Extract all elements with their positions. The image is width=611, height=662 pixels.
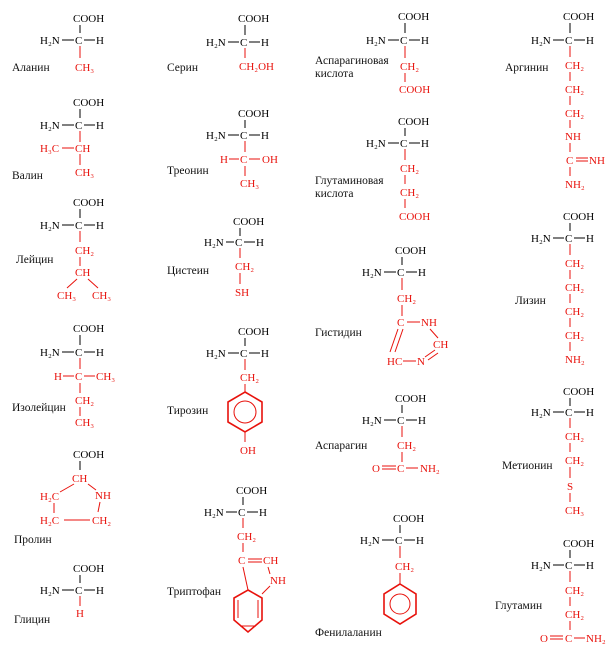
svg-text:H: H [96,120,104,132]
svg-text:CH₂: CH₂ [565,431,585,443]
svg-text:H₂N: H₂N [206,37,226,49]
svg-text:CH₃: CH₃ [75,167,95,179]
svg-text:H₂N: H₂N [204,237,224,249]
name-valine: Валин [12,170,43,182]
svg-text:H: H [586,233,594,245]
aspartic-acid-structure [366,11,430,96]
name-tyrosine: Тирозин [167,405,209,417]
svg-text:OH: OH [240,445,256,457]
svg-text:CH₂OH: CH₂OH [239,61,275,73]
svg-text:CH₂: CH₂ [237,531,257,543]
tryptophan-structure [204,485,286,632]
svg-text:H: H [259,507,267,519]
svg-text:NH: NH [95,490,111,502]
name-aspartic-acid: Аспарагиновая кислота [315,55,389,80]
svg-text:C: C [566,155,574,167]
isoleucine-structure [40,323,115,429]
svg-text:CH: CH [75,143,91,155]
svg-text:COOH: COOH [73,13,105,25]
svg-text:CH: CH [263,555,279,567]
svg-text:CH₃: CH₃ [75,417,95,429]
svg-text:C: C [235,237,243,249]
svg-text:H₂N: H₂N [40,347,60,359]
name-tryptophan: Триптофан [167,586,221,598]
svg-text:H: H [421,138,429,150]
svg-text:C: C [240,154,248,166]
svg-text:COOH: COOH [233,216,265,228]
leucine-structure [40,197,111,302]
svg-text:CH₂: CH₂ [565,306,585,318]
svg-text:COOH: COOH [73,323,105,335]
svg-text:C: C [397,267,405,279]
svg-text:H₂N: H₂N [531,560,551,572]
proline-structure [40,449,111,527]
svg-text:H: H [586,560,594,572]
svg-text:H: H [54,371,62,383]
svg-text:CH₂: CH₂ [395,561,415,573]
svg-text:COOH: COOH [399,84,431,96]
svg-text:C: C [240,348,248,360]
svg-text:H: H [421,35,429,47]
svg-text:COOH: COOH [238,326,270,338]
svg-text:CH: CH [72,473,88,485]
name-phenylalanine: Фенилаланин [315,627,382,639]
svg-text:C: C [238,555,246,567]
name-proline: Пролин [14,534,52,546]
svg-text:C: C [397,317,405,329]
glycine-structure [40,563,104,620]
svg-text:CH₂: CH₂ [400,61,420,73]
svg-text:OH: OH [262,154,278,166]
svg-text:CH: CH [433,339,449,351]
svg-text:NH₂: NH₂ [565,354,585,366]
svg-text:C: C [400,138,408,150]
name-glutamine: Глутамин [495,600,543,612]
glutamic-acid-structure [366,116,430,223]
svg-text:C: C [395,535,403,547]
tyrosine-structure [206,326,269,457]
svg-text:H₂N: H₂N [366,35,386,47]
svg-text:CH₂: CH₂ [565,585,585,597]
svg-text:H: H [96,347,104,359]
svg-text:H₂N: H₂N [362,267,382,279]
svg-text:CH₃: CH₃ [96,371,116,383]
svg-text:COOH: COOH [236,485,268,497]
svg-text:H₂N: H₂N [362,415,382,427]
svg-text:H: H [261,37,269,49]
svg-text:CH₂: CH₂ [397,440,417,452]
svg-text:C: C [75,120,83,132]
svg-text:COOH: COOH [73,197,105,209]
svg-text:H: H [220,154,228,166]
name-leucine: Лейцин [16,254,54,266]
svg-text:H₂N: H₂N [40,220,60,232]
svg-text:C: C [75,220,83,232]
svg-text:CH₂: CH₂ [400,187,420,199]
svg-text:O: O [540,633,548,645]
svg-text:H₂N: H₂N [531,407,551,419]
histidine-structure [362,245,448,368]
svg-text:H₂N: H₂N [40,120,60,132]
svg-text:C: C [565,407,573,419]
svg-text:H₂N: H₂N [531,233,551,245]
svg-text:CH₂: CH₂ [397,293,417,305]
name-cysteine: Цистеин [167,265,210,277]
svg-text:NH₂: NH₂ [420,463,440,475]
svg-text:H: H [261,130,269,142]
svg-text:H: H [261,348,269,360]
asparagine-structure [362,393,440,475]
name-glutamic-acid: Глутаминовая кислота [315,175,384,200]
name-histidine: Гистидин [315,327,362,339]
cysteine-structure [204,216,264,299]
svg-text:COOH: COOH [73,563,105,575]
svg-text:H₂C: H₂C [40,491,60,503]
svg-text:CH₂: CH₂ [400,163,420,175]
svg-text:CH₃: CH₃ [57,290,77,302]
svg-text:CH₂: CH₂ [240,372,260,384]
svg-text:C: C [75,585,83,597]
svg-text:CH₂: CH₂ [75,245,95,257]
svg-text:C: C [75,371,83,383]
svg-text:C: C [565,233,573,245]
svg-text:H₂N: H₂N [360,535,380,547]
name-alanine: Аланин [12,62,50,74]
svg-text:CH₂: CH₂ [565,455,585,467]
svg-text:COOH: COOH [399,211,431,223]
svg-text:CH: CH [75,267,91,279]
svg-text:C: C [400,35,408,47]
svg-text:H: H [416,535,424,547]
svg-text:COOH: COOH [73,97,105,109]
phenylalanine-structure [360,513,424,624]
svg-text:COOH: COOH [73,449,105,461]
svg-text:COOH: COOH [563,538,595,550]
name-serine: Серин [167,62,198,74]
svg-text:COOH: COOH [238,13,270,25]
name-glycine: Глицин [14,614,51,626]
svg-text:CH₃: CH₃ [92,290,112,302]
svg-text:COOH: COOH [395,245,427,257]
svg-text:COOH: COOH [563,11,595,23]
svg-text:C: C [565,633,573,645]
svg-text:CH₂: CH₂ [565,330,585,342]
svg-text:CH₂: CH₂ [565,84,585,96]
svg-text:N: N [417,356,425,368]
name-asparagine: Аспарагин [315,440,368,452]
svg-text:SH: SH [235,287,250,299]
svg-text:NH: NH [421,317,437,329]
svg-text:H: H [586,407,594,419]
svg-text:HC: HC [387,356,403,368]
svg-text:CH₂: CH₂ [565,60,585,72]
svg-text:S: S [567,481,574,493]
svg-text:COOH: COOH [398,116,430,128]
svg-text:H₂N: H₂N [40,585,60,597]
svg-text:COOH: COOH [393,513,425,525]
svg-text:CH₃: CH₃ [240,178,260,190]
svg-text:CH₂: CH₂ [565,609,585,621]
svg-text:C: C [397,415,405,427]
serine-structure [206,13,274,73]
svg-text:CH₂: CH₂ [75,395,95,407]
svg-text:COOH: COOH [395,393,427,405]
svg-text:H₂N: H₂N [206,348,226,360]
svg-text:CH₃: CH₃ [75,62,95,74]
svg-text:C: C [238,507,246,519]
svg-text:H₃C: H₃C [40,143,60,155]
svg-text:CH₂: CH₂ [565,108,585,120]
name-isoleucine: Изолейцин [12,402,66,414]
svg-text:CH₃: CH₃ [565,505,585,517]
svg-text:H: H [418,267,426,279]
svg-text:H₂N: H₂N [531,35,551,47]
svg-text:C: C [75,347,83,359]
svg-text:C: C [565,560,573,572]
svg-text:O: O [372,463,380,475]
svg-text:NH₂: NH₂ [565,179,585,191]
svg-text:H: H [96,35,104,47]
svg-text:H: H [96,585,104,597]
lysine-structure [531,211,594,366]
glutamine-structure [531,538,606,645]
svg-text:H: H [256,237,264,249]
svg-text:COOH: COOH [563,386,595,398]
alanine-structure [40,13,104,74]
svg-text:NH: NH [589,155,605,167]
svg-text:CH₂: CH₂ [92,515,112,527]
svg-text:COOH: COOH [563,211,595,223]
svg-text:C: C [565,35,573,47]
svg-text:COOH: COOH [398,11,430,23]
svg-text:C: C [397,463,405,475]
svg-text:C: C [240,37,248,49]
svg-text:NH: NH [270,575,286,587]
svg-text:NH₂: NH₂ [586,633,606,645]
name-arginine: Аргинин [505,62,549,74]
svg-text:CH₂: CH₂ [565,282,585,294]
svg-text:H: H [418,415,426,427]
name-threonine: Треонин [167,165,209,177]
svg-text:H₂N: H₂N [40,35,60,47]
svg-text:H₂N: H₂N [204,507,224,519]
svg-text:C: C [240,130,248,142]
arginine-structure [531,11,605,191]
svg-text:NH: NH [565,131,581,143]
svg-text:H₂N: H₂N [206,130,226,142]
svg-text:CH₂: CH₂ [235,261,255,273]
name-methionine: Метионин [502,460,553,472]
svg-text:H₂N: H₂N [366,138,386,150]
valine-structure [40,97,104,179]
svg-text:H₂C: H₂C [40,515,60,527]
svg-text:CH₂: CH₂ [565,258,585,270]
svg-text:H: H [96,220,104,232]
name-lysine: Лизин [515,295,546,307]
svg-text:H: H [586,35,594,47]
svg-text:COOH: COOH [238,108,270,120]
threonine-structure [206,108,278,190]
methionine-structure [531,386,594,517]
svg-text:C: C [75,35,83,47]
svg-text:H: H [76,608,84,620]
